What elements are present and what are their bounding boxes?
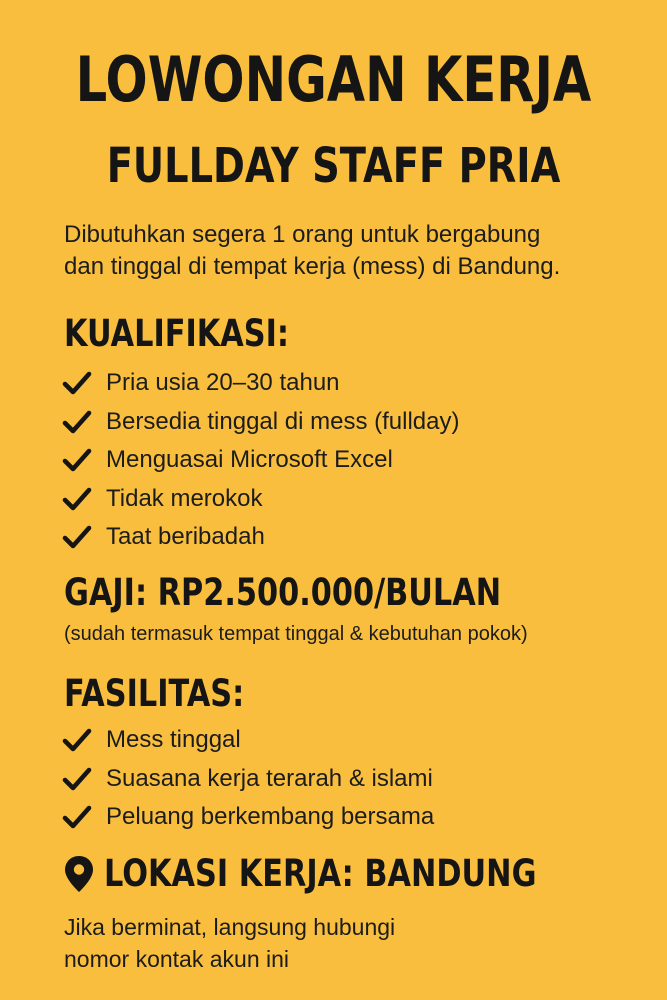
list-item (62, 480, 460, 519)
list-item (62, 441, 460, 480)
poster-title: LOWONGAN KERJA (75, 43, 592, 116)
list-item (62, 798, 434, 837)
facilities-list (62, 721, 434, 837)
qualification-text: Tidak merokok (106, 484, 263, 512)
facility-text: Suasana kerja terarah & islami (106, 764, 433, 792)
checkmark-icon (62, 802, 92, 832)
checkmark-icon (62, 522, 92, 552)
closing-line-1: Jika berminat, langsung hubungi (64, 914, 396, 940)
qualification-text: Taat beribadah (106, 523, 265, 551)
location-row (62, 852, 631, 896)
list-item (62, 364, 460, 403)
list-item (62, 760, 434, 799)
intro-line-1: Dibutuhkan segera 1 orang untuk bergabung (64, 221, 541, 248)
checkmark-icon (62, 368, 92, 398)
qualification-text: Bersedia tinggal di mess (fullday) (106, 407, 460, 435)
closing-line-2: nomor kontak akun ini (64, 946, 290, 972)
salary-heading: GAJI: RP2.500.000/BULAN (64, 571, 502, 614)
location-pin-icon (62, 854, 96, 894)
checkmark-icon (62, 484, 92, 514)
location-label: LOKASI KERJA: BANDUNG (104, 852, 537, 895)
checkmark-icon (62, 725, 92, 755)
intro-text (64, 219, 654, 283)
list-item (62, 518, 460, 557)
intro-line-2: dan tinggal di tempat kerja (mess) di Bandung. (64, 253, 561, 280)
checkmark-icon (62, 764, 92, 794)
qualification-text: Pria usia 20–30 tahun (106, 369, 340, 397)
closing-text (64, 911, 395, 975)
poster-subtitle: FULLDAY STAFF PRIA (106, 138, 561, 194)
facility-text: Mess tinggal (106, 726, 241, 754)
checkmark-icon (62, 407, 92, 437)
qualification-text: Menguasai Microsoft Excel (106, 446, 393, 474)
facilities-heading: FASILITAS: (64, 672, 245, 715)
salary-note: (sudah termasuk tempat tinggal & kebutuhan pokok) (64, 623, 528, 645)
facility-text: Peluang berkembang bersama (106, 803, 435, 831)
qualifications-heading: KUALIFIKASI: (64, 312, 290, 355)
list-item (62, 721, 434, 760)
list-item (62, 403, 460, 442)
qualifications-list (62, 364, 460, 557)
checkmark-icon (62, 445, 92, 475)
